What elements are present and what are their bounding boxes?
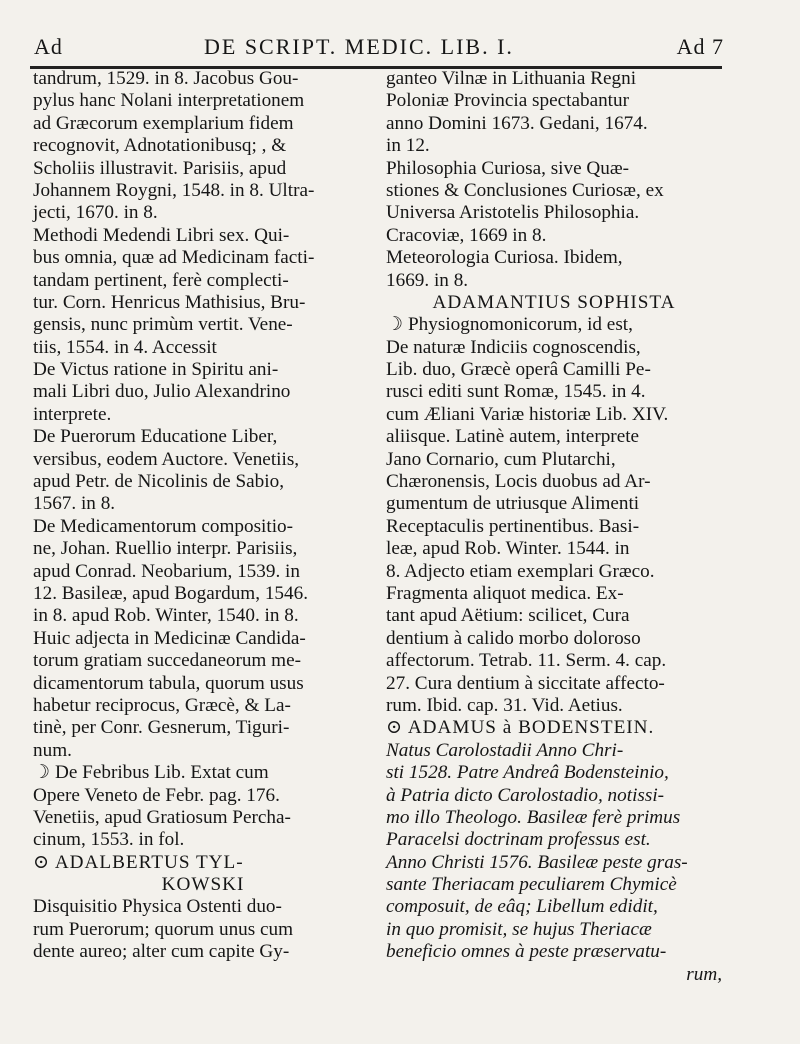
right-column-line: 1669. in 8. — [386, 269, 469, 291]
right-column-line: Jano Cornario, cum Plutarchi, — [386, 448, 616, 470]
right-column-line: Receptaculis pertinentibus. Basi- — [386, 515, 640, 537]
left-column-line: Disquisitio Physica Ostenti duo- — [33, 896, 282, 918]
right-column-line: Chæronensis, Locis duobus ad Ar- — [386, 471, 651, 493]
right-column-line: à Patria dicto Carolostadio, notissi- — [386, 784, 665, 806]
right-column-line: Anno Christi 1576. Basileæ peste gras- — [386, 851, 688, 873]
left-column-line: Opere Veneto de Febr. pag. 176. — [33, 784, 280, 806]
right-column-line: rum, — [686, 963, 722, 985]
left-column-line: ne, Johan. Ruellio interpr. Parisiis, — [33, 538, 298, 560]
left-column-line: interprete. — [33, 403, 112, 425]
left-column-line: De Victus ratione in Spiritu ani- — [33, 359, 279, 381]
left-column-line: Methodi Medendi Libri sex. Qui- — [33, 224, 290, 246]
left-column-line: rum Puerorum; quorum unus cum — [33, 918, 294, 940]
left-column-line: De Medicamentorum compositio- — [33, 515, 294, 537]
left-column-line: bus omnia, quæ ad Medicinam facti- — [33, 247, 315, 269]
header-catchword-left: Ad — [34, 34, 63, 59]
left-column-line: habetur reciprocus, Græcè, & La- — [33, 694, 291, 716]
right-column-line: sante Theriacam peculiarem Chymicè — [386, 874, 677, 896]
left-column-line: Huic adjecta in Medicinæ Candida- — [33, 627, 306, 649]
left-column-line: mali Libri duo, Julio Alexandrino — [33, 381, 291, 403]
right-column-line: in 12. — [386, 135, 430, 157]
left-column-line: 12. Basileæ, apud Bogardum, 1546. — [33, 582, 308, 604]
left-column-line: in 8. apud Rob. Winter, 1540. in 8. — [33, 605, 299, 627]
right-column-line: De naturæ Indiciis cognoscendis, — [386, 336, 641, 358]
left-column-line: Venetiis, apud Gratiosum Percha- — [33, 806, 291, 828]
left-column-line: KOWSKI — [161, 874, 245, 896]
right-column-line: ☽ Physiognomonicorum, id est, — [386, 314, 633, 336]
right-column — [386, 68, 722, 986]
right-column-line: tant apud Aëtium: scilicet, Cura — [386, 605, 630, 627]
left-column-line: torum gratiam succedaneorum me- — [33, 650, 301, 672]
left-column-line: dicamentorum tabula, quorum usus — [33, 672, 304, 694]
left-column-line: versibus, eodem Auctore. Venetiis, — [33, 448, 300, 470]
left-column-line: pylus hanc Nolani interpretationem — [33, 90, 305, 112]
right-column-line: dentium à calido morbo doloroso — [386, 627, 641, 649]
right-column-line: 8. Adjecto etiam exemplari Græco. — [386, 560, 655, 582]
right-column-line: Fragmenta aliquot medica. Ex- — [386, 582, 624, 604]
right-column-line: aliisque. Latinè autem, interprete — [386, 426, 640, 448]
left-column-line: ☽ De Febribus Lib. Extat cum — [33, 762, 269, 784]
right-column-line: ⊙ ADAMUS à BODENSTEIN. — [386, 717, 655, 739]
left-column-line: Scholiis illustravit. Parisiis, apud — [33, 157, 287, 179]
right-column-line: Cracoviæ, 1669 in 8. — [386, 224, 547, 246]
running-header — [34, 34, 724, 66]
left-column-line: apud Petr. de Nicolinis de Sabio, — [33, 471, 285, 493]
left-column-line: tinè, per Conr. Gesnerum, Tiguri- — [33, 717, 290, 739]
left-column-line: tandam pertinent, ferè complecti- — [33, 269, 289, 291]
right-column-line: beneficio omnes à peste præservatu- — [386, 941, 667, 963]
right-column-line: rusci editi sunt Romæ, 1545. in 4. — [386, 381, 646, 403]
right-column-line: Poloniæ Provincia spectabantur — [386, 90, 630, 112]
right-column-line: Meteorologia Curiosa. Ibidem, — [386, 247, 623, 269]
right-column-line: rum. Ibid. cap. 31. Vid. Aetius. — [386, 694, 623, 716]
right-column-line: composuit, de eâq; Libellum edidit, — [386, 896, 658, 918]
left-column-line: jecti, 1670. in 8. — [33, 202, 158, 224]
left-column — [33, 68, 373, 964]
left-column-line: tandrum, 1529. in 8. Jacobus Gou- — [33, 68, 299, 89]
right-column-line: cum Æliani Variæ historiæ Lib. XIV. — [386, 403, 669, 425]
right-column-line: Philosophia Curiosa, sive Quæ- — [386, 157, 630, 179]
right-column-line: Paracelsi doctrinam professus est. — [386, 829, 651, 851]
right-column-line: stiones & Conclusiones Curiosæ, ex — [386, 179, 664, 201]
header-title: DE SCRIPT. MEDIC. LIB. I. — [204, 34, 514, 59]
right-column-line: anno Domini 1673. Gedani, 1674. — [386, 112, 648, 134]
right-column-line: Lib. duo, Græcè operâ Camilli Pe- — [386, 359, 651, 381]
right-column-line: 27. Cura dentium à siccitate affecto- — [386, 672, 665, 694]
right-column-line: gumentum de utriusque Alimenti — [386, 493, 640, 515]
left-column-line: 1567. in 8. — [33, 493, 116, 515]
left-column-line: dente aureo; alter cum capite Gy- — [33, 941, 290, 963]
left-column-line: gensis, nunc primùm vertit. Vene- — [33, 314, 293, 336]
right-column-line: Natus Carolostadii Anno Chri- — [386, 739, 624, 761]
left-column-line: Johannem Roygni, 1548. in 8. Ultra- — [33, 179, 315, 201]
right-column-line: affectorum. Tetrab. 11. Serm. 4. cap. — [386, 650, 667, 672]
right-column-line: ganteo Vilnæ in Lithuania Regni — [386, 68, 637, 89]
right-column-line: ADAMANTIUS SOPHISTA — [432, 291, 676, 313]
left-column-line: num. — [33, 739, 72, 761]
header-page-number: Ad 7 — [676, 34, 724, 59]
right-column-line: in quo promisit, se hujus Theriacæ — [386, 918, 652, 940]
right-column-line: leæ, apud Rob. Winter. 1544. in — [386, 538, 630, 560]
right-column-line: Universa Aristotelis Philosophia. — [386, 202, 640, 224]
right-column-line: sti 1528. Patre Andreâ Bodensteinio, — [386, 762, 669, 784]
left-column-line: cinum, 1553. in fol. — [33, 829, 185, 851]
left-column-line: ⊙ ADALBERTUS TYL- — [33, 851, 244, 873]
left-column-line: tiis, 1554. in 4. Accessit — [33, 336, 217, 358]
left-column-line: tur. Corn. Henricus Mathisius, Bru- — [33, 291, 306, 313]
left-column-line: apud Conrad. Neobarium, 1539. in — [33, 560, 300, 582]
right-column-line: mo illo Theologo. Basileæ ferè primus — [386, 806, 681, 828]
left-column-line: ad Græcorum exemplarium fidem — [33, 112, 294, 134]
left-column-line: De Puerorum Educatione Liber, — [33, 426, 278, 448]
left-column-line: recognovit, Adnotationibusq; , & — [33, 135, 287, 157]
